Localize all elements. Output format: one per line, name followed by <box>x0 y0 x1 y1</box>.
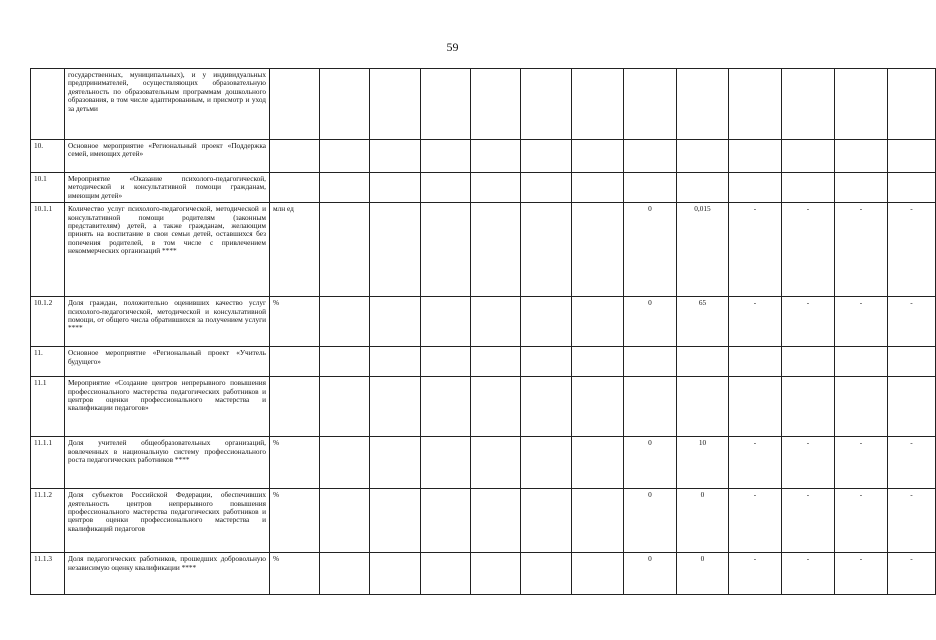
table-row <box>31 140 936 173</box>
empty-cell <box>471 173 521 203</box>
empty-cell <box>320 553 370 595</box>
empty-cell <box>572 173 624 203</box>
value-cell <box>729 140 782 173</box>
value-cell <box>729 347 782 377</box>
value-cell <box>624 347 677 377</box>
empty-cell <box>320 140 370 173</box>
empty-cell <box>572 553 624 595</box>
empty-cell <box>521 489 572 553</box>
empty-cell <box>572 347 624 377</box>
row-number: 11.1.2 <box>31 489 65 553</box>
empty-cell <box>471 437 521 489</box>
empty-cell <box>421 347 471 377</box>
empty-cell <box>370 203 421 297</box>
row-description: Количество услуг психолого-педагогической, методической и консультативной помощи родителям (законным представителям) детей, а также гражданам, желающим принять на воспитание в свои семьи детей, оставшихся без попечения родителей, в том числе с привлечением некоммерческих организаций **** <box>65 203 270 297</box>
empty-cell <box>421 489 471 553</box>
table-row <box>31 173 936 203</box>
empty-cell <box>320 437 370 489</box>
value-cell <box>624 377 677 437</box>
value-cell: 0 <box>624 553 677 595</box>
empty-cell <box>370 437 421 489</box>
row-description: Доля педагогических работников, прошедших добровольную независимую оценку квалификации **** <box>65 553 270 595</box>
value-cell: 65 <box>677 297 729 347</box>
value-cell: 0 <box>624 297 677 347</box>
row-number: 11.1.1 <box>31 437 65 489</box>
row-description: Основное мероприятие «Региональный проект «Поддержка семей, имеющих детей» <box>65 140 270 173</box>
row-number: 10.1.2 <box>31 297 65 347</box>
table-row <box>31 297 936 347</box>
value-cell <box>624 173 677 203</box>
row-unit: % <box>270 297 320 347</box>
empty-cell <box>471 69 521 140</box>
empty-cell <box>471 297 521 347</box>
empty-cell <box>370 140 421 173</box>
empty-cell <box>572 140 624 173</box>
value-cell: - <box>835 553 888 595</box>
value-cell: - <box>835 437 888 489</box>
value-cell <box>729 69 782 140</box>
row-unit <box>270 69 320 140</box>
value-cell: 0 <box>624 203 677 297</box>
indicators-table <box>30 68 936 595</box>
value-cell <box>677 377 729 437</box>
value-cell: - <box>888 489 936 553</box>
value-cell: - <box>782 203 835 297</box>
value-cell: 0 <box>624 489 677 553</box>
row-description: Мероприятие «Создание центров непрерывного повышения профессионального мастерства педагогических работников и центров оценки профессионального мастерства и квалификации педагогов» <box>65 377 270 437</box>
table-row <box>31 437 936 489</box>
row-unit: % <box>270 489 320 553</box>
value-cell: - <box>782 437 835 489</box>
value-cell: - <box>782 297 835 347</box>
value-cell <box>729 377 782 437</box>
table-row <box>31 203 936 297</box>
table-row <box>31 377 936 437</box>
row-description: Основное мероприятие «Региональный проект «Учитель будущего» <box>65 347 270 377</box>
empty-cell <box>320 203 370 297</box>
value-cell: - <box>835 203 888 297</box>
value-cell <box>888 140 936 173</box>
value-cell <box>729 173 782 203</box>
empty-cell <box>370 377 421 437</box>
empty-cell <box>471 489 521 553</box>
empty-cell <box>370 69 421 140</box>
row-unit: % <box>270 553 320 595</box>
row-number <box>31 69 65 140</box>
empty-cell <box>572 297 624 347</box>
empty-cell <box>421 173 471 203</box>
empty-cell <box>320 69 370 140</box>
value-cell: - <box>729 203 782 297</box>
row-unit <box>270 347 320 377</box>
value-cell: - <box>729 297 782 347</box>
empty-cell <box>370 297 421 347</box>
empty-cell <box>471 347 521 377</box>
empty-cell <box>572 203 624 297</box>
empty-cell <box>521 297 572 347</box>
empty-cell <box>421 437 471 489</box>
value-cell <box>835 69 888 140</box>
value-cell <box>782 69 835 140</box>
empty-cell <box>521 377 572 437</box>
row-number: 11. <box>31 347 65 377</box>
empty-cell <box>370 173 421 203</box>
value-cell: - <box>729 489 782 553</box>
row-unit: % <box>270 437 320 489</box>
empty-cell <box>320 347 370 377</box>
row-unit: млн ед <box>270 203 320 297</box>
row-description: Доля субъектов Российской Федерации, обеспечивших деятельность центров непрерывного повышения профессионального мастерства педагогических работников и центров оценки профессионального мастерства и квалификаций педагогов <box>65 489 270 553</box>
value-cell <box>888 69 936 140</box>
empty-cell <box>320 489 370 553</box>
value-cell <box>782 173 835 203</box>
value-cell: - <box>729 437 782 489</box>
row-unit <box>270 377 320 437</box>
value-cell <box>835 173 888 203</box>
value-cell <box>835 140 888 173</box>
empty-cell <box>370 489 421 553</box>
value-cell: - <box>782 489 835 553</box>
empty-cell <box>521 437 572 489</box>
value-cell <box>782 140 835 173</box>
value-cell <box>677 173 729 203</box>
value-cell <box>888 347 936 377</box>
empty-cell <box>521 140 572 173</box>
value-cell <box>677 69 729 140</box>
row-number: 11.1.3 <box>31 553 65 595</box>
value-cell: 0 <box>677 553 729 595</box>
value-cell: 0,015 <box>677 203 729 297</box>
empty-cell <box>320 377 370 437</box>
value-cell: - <box>888 553 936 595</box>
row-number: 10.1 <box>31 173 65 203</box>
empty-cell <box>572 489 624 553</box>
value-cell <box>888 173 936 203</box>
value-cell <box>677 140 729 173</box>
empty-cell <box>572 377 624 437</box>
empty-cell <box>521 203 572 297</box>
value-cell <box>624 69 677 140</box>
page-number: 59 <box>446 40 459 54</box>
row-number: 11.1 <box>31 377 65 437</box>
empty-cell <box>471 377 521 437</box>
empty-cell <box>421 297 471 347</box>
value-cell <box>835 347 888 377</box>
value-cell <box>835 377 888 437</box>
value-cell: - <box>729 553 782 595</box>
value-cell <box>624 140 677 173</box>
empty-cell <box>521 347 572 377</box>
value-cell <box>677 347 729 377</box>
empty-cell <box>320 297 370 347</box>
value-cell: - <box>835 489 888 553</box>
empty-cell <box>471 140 521 173</box>
empty-cell <box>421 69 471 140</box>
value-cell: 0 <box>677 489 729 553</box>
row-number: 10. <box>31 140 65 173</box>
value-cell <box>782 347 835 377</box>
value-cell: - <box>888 437 936 489</box>
table-row <box>31 69 936 140</box>
row-description: Мероприятие «Оказание психолого-педагогической, методической и консультативной помощи гражданам, имеющим детей» <box>65 173 270 203</box>
table-row <box>31 347 936 377</box>
empty-cell <box>471 553 521 595</box>
empty-cell <box>572 69 624 140</box>
empty-cell <box>421 203 471 297</box>
value-cell <box>782 377 835 437</box>
empty-cell <box>521 173 572 203</box>
empty-cell <box>521 553 572 595</box>
row-unit <box>270 173 320 203</box>
row-description: государственных, муниципальных), и у индивидуальных предпринимателей, осуществляющих образовательную деятельность по образовательным программам дошкольного образования, в том числе адаптированным, и присмотр и уход за детьми <box>65 69 270 140</box>
row-unit <box>270 140 320 173</box>
value-cell: 0 <box>624 437 677 489</box>
value-cell: 10 <box>677 437 729 489</box>
empty-cell <box>370 553 421 595</box>
table-row <box>31 553 936 595</box>
row-number: 10.1.1 <box>31 203 65 297</box>
empty-cell <box>421 553 471 595</box>
value-cell: - <box>888 203 936 297</box>
value-cell: - <box>782 553 835 595</box>
row-description: Доля граждан, положительно оценивших качество услуг психолого-педагогической, методической и консультативной помощи, от общего числа обратившихся за получением услуги **** <box>65 297 270 347</box>
empty-cell <box>320 173 370 203</box>
row-description: Доля учителей общеобразовательных организаций, вовлеченных в национальную систему профессионального роста педагогических работников **** <box>65 437 270 489</box>
value-cell: - <box>888 297 936 347</box>
empty-cell <box>471 203 521 297</box>
value-cell: - <box>835 297 888 347</box>
value-cell <box>888 377 936 437</box>
empty-cell <box>572 437 624 489</box>
empty-cell <box>521 69 572 140</box>
empty-cell <box>421 377 471 437</box>
empty-cell <box>421 140 471 173</box>
empty-cell <box>370 347 421 377</box>
table-row <box>31 489 936 553</box>
